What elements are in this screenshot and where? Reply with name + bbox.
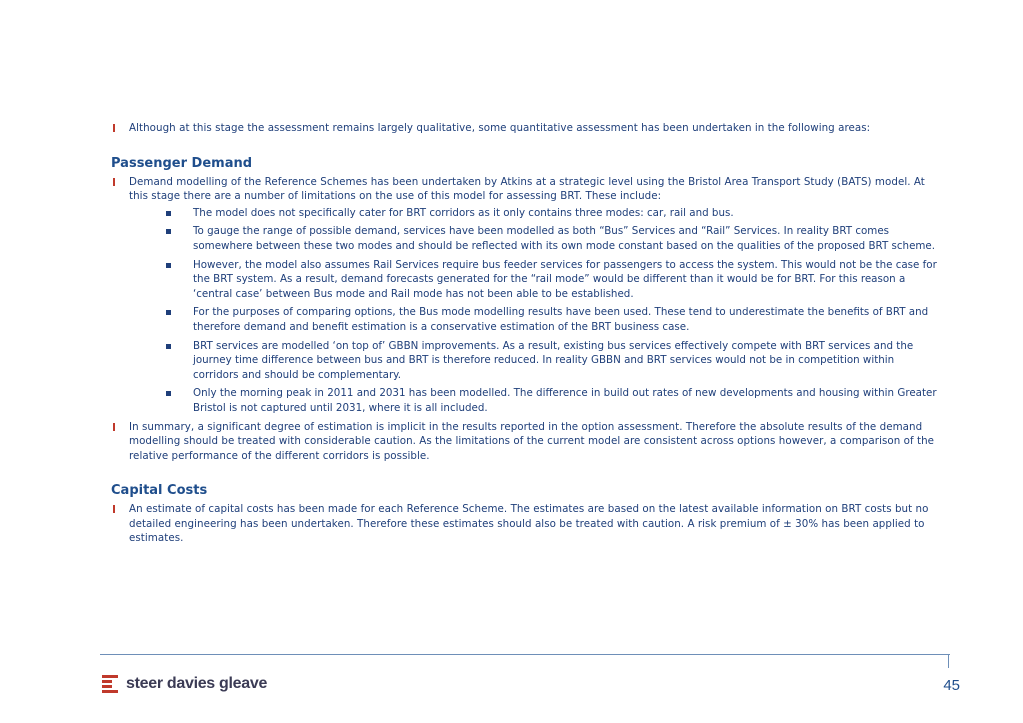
list-item-text: For the purposes of comparing options, the Bus mode modelling results have been used. These tend to underestimate the benefits of BRT and therefore demand and benefit estimation is a conservative estimation of the BRT business case. (193, 306, 929, 333)
bullet-marker (113, 178, 115, 186)
limitations-list (111, 206, 941, 416)
capital-costs-paragraph: An estimate of capital costs has been made for each Reference Scheme. The estimates are based on the latest available information on BRT costs but no detailed engineering has been undertaken. Therefore these estimates should also be treated with caution. A risk premium of ± 30% has been applied to estimates. (129, 503, 929, 545)
intro-text: Although at this stage the assessment remains largely qualitative, some quantitative assessment has been undertaken in the following areas: (129, 122, 871, 134)
document-body (111, 121, 941, 546)
list-item-text: To gauge the range of possible demand, services have been modelled as both “Bus” Services and “Rail” Services. In reality BRT comes somewhere between these two modes and should be reflected with its own mode constant based on the qualities of the proposed BRT scheme. (193, 225, 936, 252)
bullet-marker (113, 423, 115, 431)
list-item-text: BRT services are modelled ‘on top of’ GBBN improvements. As a result, existing bus services effectively compete with BRT services and the journey time difference between bus and BRT is therefore reduced. In reality GBBN and BRT services would not be in competition within corridors and should be complementary. (193, 339, 914, 381)
square-bullet-icon (166, 391, 171, 396)
list-item-text: Only the morning peak in 2011 and 2031 has been modelled. The difference in build out rates of new developments and housing within Greater Bristol is not captured until 2031, where it is all included. (193, 387, 937, 414)
list-item (193, 386, 941, 415)
square-bullet-icon (166, 263, 171, 268)
bullet-marker (113, 505, 115, 513)
section-heading-passenger-demand: Passenger Demand (111, 155, 253, 171)
summary-bullet (111, 420, 941, 464)
logo-stripes-icon (102, 675, 118, 693)
list-item (193, 206, 941, 221)
square-bullet-icon (166, 211, 171, 216)
passenger-demand-paragraph: Demand modelling of the Reference Schemes has been undertaken by Atkins at a strategic level using the Bristol Area Transport Study (BATS) model. At this stage there are a number of limitations on the use of this model for assessing BRT. These include: (129, 175, 925, 203)
list-item (193, 224, 941, 253)
section-heading-capital-costs: Capital Costs (111, 483, 208, 499)
footer-divider-tick (948, 654, 949, 668)
page-number: 45 (943, 677, 960, 694)
capital-costs-bullet (111, 502, 941, 546)
square-bullet-icon (166, 344, 171, 349)
footer-divider (100, 654, 950, 655)
list-item-text: However, the model also assumes Rail Services require bus feeder services for passengers to access the system. This would not be the case for the BRT system. As a result, demand forecasts generated for the “rail mode” would be different than it would be for BRT. For this reason a ‘central case’ between Bus mode and Rail mode has not been able to be established. (193, 258, 937, 300)
list-item-text: The model does not specifically cater for BRT corridors as it only contains three modes: car, rail and bus. (193, 206, 734, 219)
list-item (193, 339, 941, 383)
company-logo (102, 674, 267, 694)
intro-bullet (111, 121, 941, 136)
bullet-marker (113, 124, 115, 132)
square-bullet-icon (166, 229, 171, 234)
list-item (193, 258, 941, 302)
list-item (193, 305, 941, 334)
passenger-demand-bullet (111, 175, 941, 204)
logo-text: steer davies gleave (126, 675, 268, 692)
square-bullet-icon (166, 310, 171, 315)
summary-text: In summary, a significant degree of estimation is implicit in the results reported in the option assessment. Therefore the absolute results of the demand modelling should be treated with considerable caution. As the limitations of the current model are consistent across options however, a comparison of the relative performance of the different corridors is possible. (129, 420, 935, 462)
